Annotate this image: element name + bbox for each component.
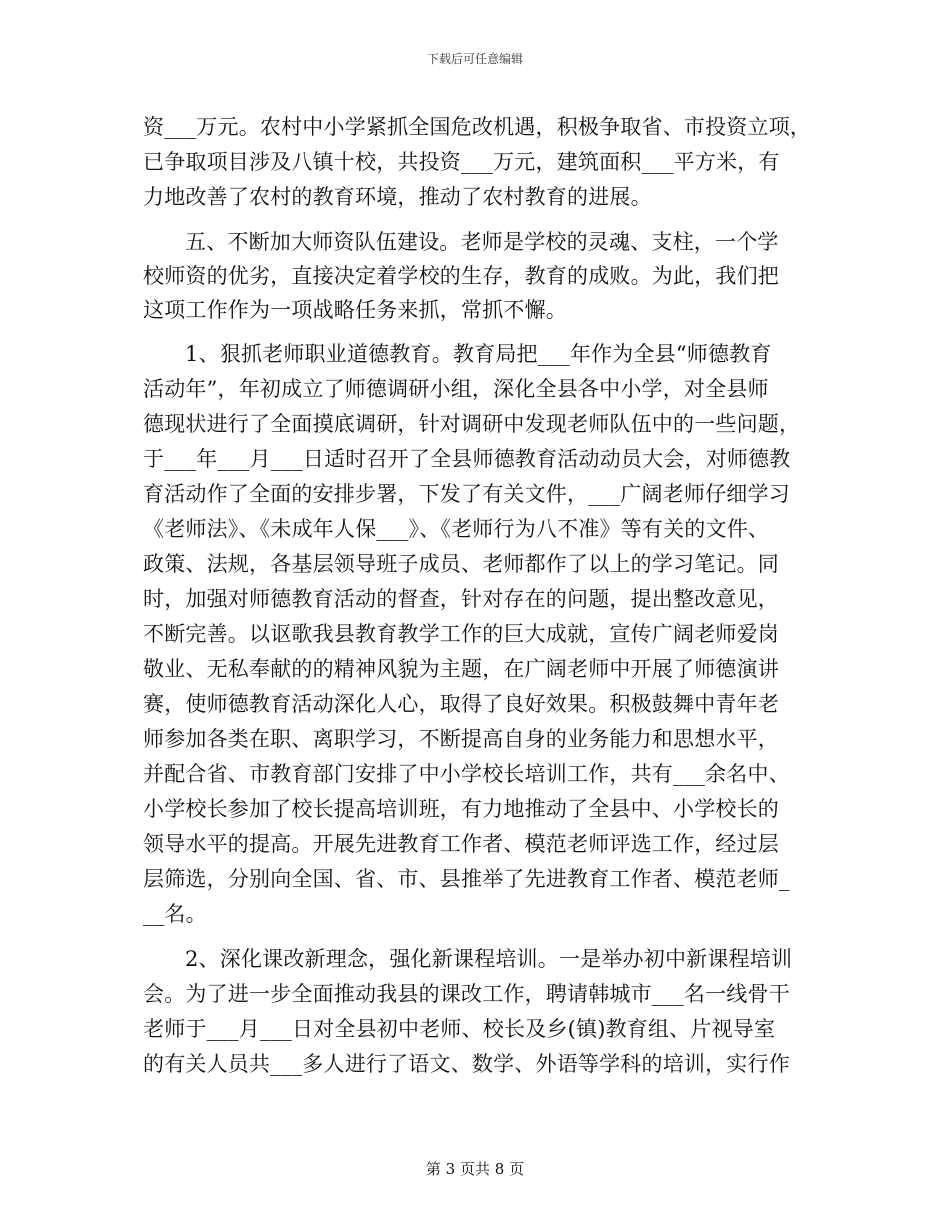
- text-line: 时，加强对师德教育活动的督查，针对存在的问题，提出整改意见，: [143, 587, 779, 611]
- page-header: 下载后可任意编辑: [426, 52, 523, 66]
- text-line: 政策、法规，各基层领导班子成员、老师都作了以上的学习笔记。同: [143, 552, 779, 576]
- text-line: 《老师法》、《未成年人保___》、《老师行为八不准》等有关的文件、: [143, 517, 770, 541]
- text-line: 资___万元。农村中小学紧抓全国危改机遇，积极争取省、市投资立项，: [143, 115, 812, 139]
- text-line: 领导水平的提高。开展先进教育工作者、模范老师评选工作，经过层: [143, 832, 779, 856]
- text-line: 老师于___月___日对全县初中老师、校长及乡(镇)教育组、片视导室: [143, 1017, 776, 1041]
- text-line: 育活动作了全面的安排步署，下发了有关文件，___广阔老师仔细学习: [143, 482, 790, 506]
- text-line: 的有关人员共___多人进行了语文、数学、外语等学科的培训，实行作: [143, 1052, 790, 1076]
- text-line: 力地改善了农村的教育环境，推动了农村教育的进展。: [143, 185, 652, 209]
- text-line: 五、不断加大师资队伍建设。老师是学校的灵魂、支柱，一个学: [185, 230, 779, 254]
- text-line: 校师资的优劣，直接决定着学校的生存，教育的成败。为此，我们把: [143, 264, 779, 288]
- text-line: 层筛选，分别向全国、省、市、县推举了先进教育工作者、模范老师_: [143, 867, 790, 891]
- text-line: 已争取项目涉及八镇十校，共投资___万元，建筑面积___平方米，有: [143, 150, 780, 174]
- text-line: 赛，使师德教育活动深化人心，取得了良好效果。积极鼓舞中青年老: [143, 692, 779, 716]
- text-line: 活动年”，年初成立了师德调研小组，深化全县各中小学，对全县师: [143, 377, 769, 401]
- text-line: __名。: [143, 902, 207, 926]
- text-line: 会。为了进一步全面推动我县的课改工作，聘请韩城市___名一线骨干: [143, 982, 790, 1006]
- text-line: 不断完善。以讴歌我县教育教学工作的巨大成就，宣传广阔老师爱岗: [143, 622, 779, 646]
- text-line: 于___年___月___日适时召开了全县师德教育活动动员大会，对师德教: [143, 447, 791, 471]
- text-line: 德现状进行了全面摸底调研，针对调研中发现老师队伍中的一些问题，: [143, 412, 801, 436]
- text-line: 小学校长参加了校长提高培训班，有力地推动了全县中、小学校长的: [143, 797, 779, 821]
- text-line: 1、狠抓老师职业道德教育。教育局把___年作为全县“师德教育: [185, 342, 772, 366]
- page-number: 第 3 页共 8 页: [425, 1160, 525, 1178]
- text-line: 这项工作作为一项战略任务来抓，常抓不懈。: [143, 298, 567, 322]
- text-line: 敬业、无私奉献的的精神风貌为主题，在广阔老师中开展了师德演讲: [143, 657, 779, 681]
- text-line: 并配合省、市教育部门安排了中小学校长培训工作，共有___余名中、: [143, 762, 790, 786]
- text-line: 师参加各类在职、离职学习，不断提高自身的业务能力和思想水平，: [143, 727, 779, 751]
- text-line: 2、深化课改新理念，强化新课程培训。一是举办初中新课程培训: [185, 947, 793, 971]
